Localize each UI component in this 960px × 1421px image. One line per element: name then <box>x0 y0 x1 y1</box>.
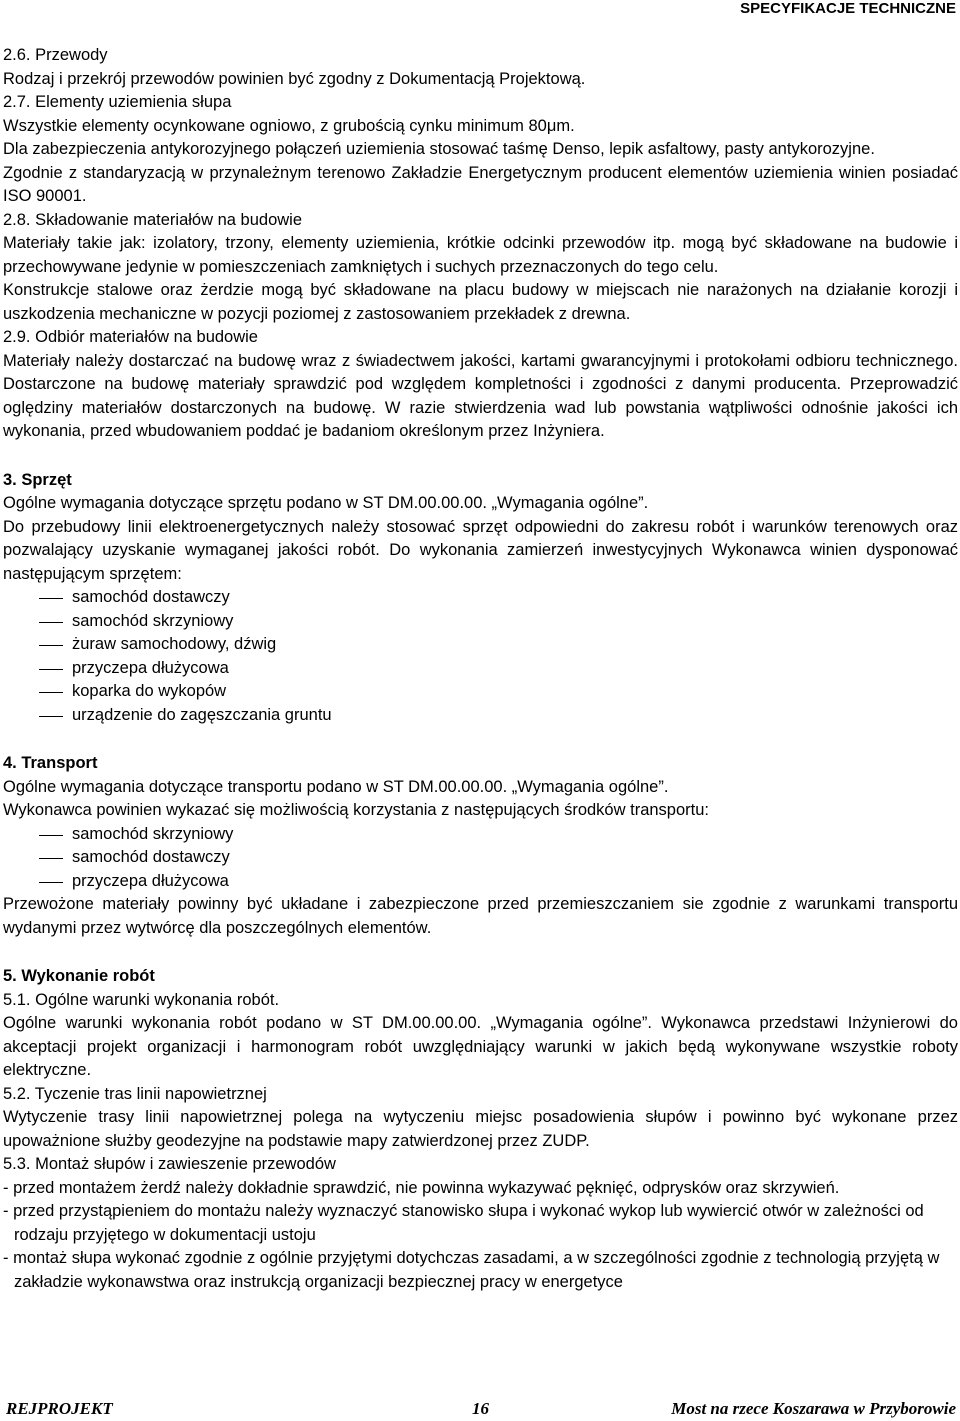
spacer <box>3 940 958 965</box>
spacer <box>3 444 958 469</box>
footer-company: REJPROJEKT <box>6 1399 113 1418</box>
page-footer <box>6 1398 956 1420</box>
subsection-heading-5-1: 5.1. Ogólne warunki wykonania robót. <box>3 990 280 1009</box>
list-item: koparka do wykopów <box>3 680 958 704</box>
list-item: samochód skrzyniowy <box>3 823 958 847</box>
footer-project-title: Most na rzece Koszarawa w Przyborowie <box>671 1399 956 1418</box>
equipment-list <box>3 586 958 727</box>
list-item: przyczepa dłużycowa <box>3 657 958 681</box>
section-heading-2-6: 2.6. Przewody <box>3 46 108 64</box>
paragraph: Wszystkie elementy ocynkowane ogniowo, z grubością cynku minimum 80μm. <box>3 116 575 135</box>
paragraph: Wykonawca powinien wykazać się możliwością korzystania z następujących środków transportu: <box>3 801 709 819</box>
paragraph: Ogólne warunki wykonania robót podano w ST DM.00.00.00. „Wymagania ogólne”. Wykonawca przedstawi Inżynierowi do akceptacji projekt organizacji i harmonogram robót uwzględniający warunki w jakich będą wykonywane wszystkie roboty elektryczne. <box>3 1014 958 1079</box>
paragraph: Ogólne wymagania dotyczące sprzętu podano w ST DM.00.00.00. „Wymagania ogólne”. <box>3 494 649 512</box>
list-item: - montaż słupa wykonać zgodnie z ogólnie przyjętymi dotychczas zasadami, a w szczególności zgodnie z technologią przyjętą w zakładzie wykonawstwa oraz instrukcją organizacji bezpiecznej pracy w energetyce <box>3 1249 940 1291</box>
paragraph: Dla zabezpieczenia antykorozyjnego połączeń uziemienia stosować taśmę Denso, lepik asfaltowy, pasty antykorozyjne. <box>3 140 875 158</box>
section-heading-3: 3. Sprzęt <box>3 470 72 489</box>
paragraph: Ogólne wymagania dotyczące transportu podano w ST DM.00.00.00. „Wymagania ogólne”. <box>3 777 669 796</box>
list-item: - przed montażem żerdź należy dokładnie sprawdzić, nie powinna wykazywać pęknięć, odprysków oraz skrzywień. <box>3 1178 840 1197</box>
subsection-heading-5-3: 5.3. Montaż słupów i zawieszenie przewodów <box>3 1155 336 1173</box>
section-heading-2-7: 2.7. Elementy uziemienia słupa <box>3 93 232 111</box>
list-item: żuraw samochodowy, dźwig <box>3 633 958 657</box>
paragraph: Rodzaj i przekrój przewodów powinien być zgodny z Dokumentacją Projektową. <box>3 69 586 88</box>
paragraph: Materiały należy dostarczać na budowę wraz z świadectwem jakości, kartami gwarancyjnymi i protokołami odbioru technicznego. Dostarczone na budowę materiały sprawdzić pod względem kompletności i zgodności z danymi producenta. Przeprowadzić oględziny materiałów dostarczonych na budowę. W razie stwierdzenia wad lub powstania wątpliwości odnośnie jakości ich wykonania, przed wbudowaniem poddać je badaniom określonym przez Inżyniera. <box>3 351 958 440</box>
paragraph: Wytyczenie trasy linii napowietrznej polega na wytyczeniu miejsc posadowienia słupów i powinno być wykonane przez upoważnione służby geodezyjne na podstawie mapy zatwierdzonej przez ZUDP. <box>3 1108 958 1150</box>
section-heading-2-8: 2.8. Składowanie materiałów na budowie <box>3 210 303 229</box>
section-heading-4: 4. Transport <box>3 754 98 772</box>
assembly-steps-list <box>3 1177 958 1295</box>
subsection-heading-5-2: 5.2. Tyczenie tras linii napowietrznej <box>3 1084 267 1103</box>
document-page <box>3 0 958 1421</box>
paragraph: Materiały takie jak: izolatory, trzony, elementy uziemienia, krótkie odcinki przewodów itp. mogą być składowane na budowie i przechowywane jedynie w pomieszczeniach zamkniętych i suchych przeznaczonych do tego celu. <box>3 234 958 276</box>
paragraph: Konstrukcje stalowe oraz żerdzie mogą być składowane na placu budowy w miejscach nie narażonych na działanie korozji i uszkodzenia mechaniczne w pozycji poziomej z zastosowaniem przekładek z drewna. <box>3 281 958 323</box>
running-header: SPECYFIKACJE TECHNICZNE <box>740 0 956 17</box>
spacer <box>3 727 958 752</box>
list-item: samochód dostawczy <box>3 846 958 870</box>
page-number: 16 <box>472 1399 489 1418</box>
list-item: - przed przystąpieniem do montażu należy wyznaczyć stanowisko słupa i wykonać wykop lub wywiercić otwór w zależności od rodzaju przyjętego w dokumentacji ustoju <box>3 1202 924 1244</box>
section-heading-2-9: 2.9. Odbiór materiałów na budowie <box>3 328 258 346</box>
paragraph: Do przebudowy linii elektroenergetycznych należy stosować sprzęt odpowiedni do zakresu robót i warunków terenowych oraz pozwalający uzyskanie wymaganej jakości robót. Do wykonania zamierzeń inwestycyjnych Wykonawca winien dysponować następującym sprzętem: <box>3 517 958 583</box>
transport-list <box>3 823 958 894</box>
paragraph: Przewożone materiały powinny być układane i zabezpieczone przed przemieszczaniem sie zgodnie z warunkami transportu wydanymi przez wytwórcę dla poszczególnych elementów. <box>3 895 958 937</box>
section-heading-5: 5. Wykonanie robót <box>3 967 155 985</box>
list-item: samochód skrzyniowy <box>3 610 958 634</box>
paragraph: Zgodnie z standaryzacją w przynależnym terenowo Zakładzie Energetycznym producent elementów uziemienia winien posiadać ISO 90001. <box>3 163 958 205</box>
document-body <box>3 44 958 1294</box>
list-item: samochód dostawczy <box>3 586 958 610</box>
list-item: przyczepa dłużycowa <box>3 870 958 894</box>
list-item: urządzenie do zagęszczania gruntu <box>3 704 958 728</box>
